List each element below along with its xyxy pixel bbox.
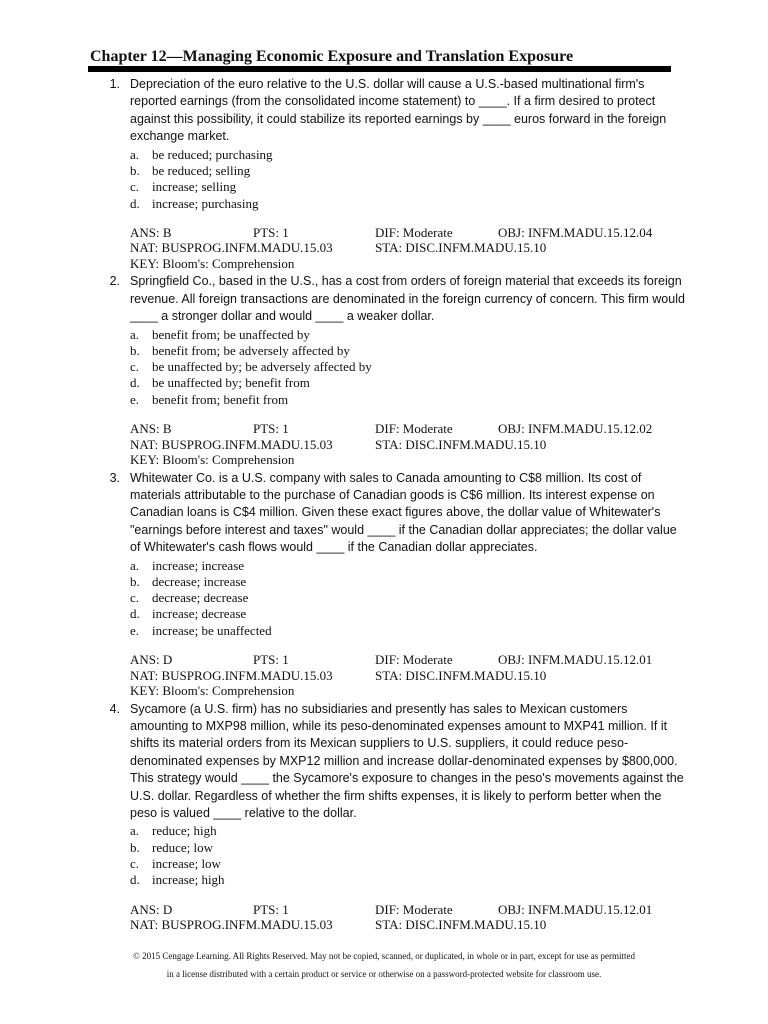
question-number: 3. [109, 470, 120, 485]
option-text: be reduced; selling [152, 162, 251, 178]
answer-key: ANS: D [130, 901, 173, 917]
keyword: KEY: Bloom's: Comprehension [130, 452, 295, 468]
state-standard: STA: DISC.INFM.MADU.15.10 [375, 917, 547, 933]
option-text: increase; be unaffected [152, 622, 272, 638]
option-a [130, 327, 686, 343]
answer-metadata [130, 225, 686, 272]
option-c [130, 856, 686, 872]
option-text: decrease; increase [152, 573, 247, 589]
option-text: be unaffected by; benefit from [152, 375, 310, 391]
option-text: increase; increase [152, 557, 245, 573]
option-d [130, 606, 686, 622]
difficulty: DIF: Moderate [375, 652, 453, 668]
option-letter: e. [130, 391, 140, 407]
question-3 [88, 470, 688, 701]
option-a [130, 147, 686, 163]
option-d [130, 872, 686, 888]
option-a [130, 558, 686, 574]
option-d [130, 375, 686, 391]
answer-key: ANS: D [130, 652, 173, 668]
copyright-footer [0, 947, 768, 983]
option-letter: a. [130, 146, 140, 162]
option-text: be reduced; purchasing [152, 146, 273, 162]
option-letter: a. [130, 326, 140, 342]
option-e [130, 623, 686, 639]
state-standard: STA: DISC.INFM.MADU.15.10 [375, 667, 547, 683]
option-c [130, 179, 686, 195]
option-letter: b. [130, 839, 140, 855]
objective: OBJ: INFM.MADU.15.12.01 [498, 901, 653, 917]
option-text: increase; high [152, 872, 225, 888]
option-d [130, 196, 686, 212]
answer-key: ANS: B [130, 224, 172, 240]
option-letter: d. [130, 195, 140, 211]
option-text: reduce; high [152, 823, 217, 839]
option-e [130, 392, 686, 408]
answer-metadata [130, 902, 686, 933]
national-standard: NAT: BUSPROG.INFM.MADU.15.03 [130, 917, 333, 933]
question-number: 2. [109, 274, 120, 289]
difficulty: DIF: Moderate [375, 901, 453, 917]
option-c [130, 590, 686, 606]
question-number: 1. [109, 77, 120, 91]
option-c [130, 359, 686, 375]
option-text: benefit from; be unaffected by [152, 326, 310, 342]
answer-options [130, 558, 686, 639]
answer-options [130, 327, 686, 408]
option-letter: c. [130, 590, 140, 606]
option-text: increase; low [152, 855, 221, 871]
option-text: increase; decrease [152, 606, 247, 622]
option-a [130, 823, 686, 839]
national-standard: NAT: BUSPROG.INFM.MADU.15.03 [130, 667, 333, 683]
chapter-title: Chapter 12—Managing Economic Exposure and Translation Exposure [90, 48, 574, 65]
copyright-line-1: © 2015 Cengage Learning. All Rights Reserved. May not be copied, scanned, or duplicated, in whole or in part, except for use as permitted [133, 951, 635, 961]
option-letter: d. [130, 872, 140, 888]
keyword: KEY: Bloom's: Comprehension [130, 255, 295, 271]
objective: OBJ: INFM.MADU.15.12.02 [498, 421, 653, 437]
difficulty: DIF: Moderate [375, 224, 453, 240]
question-1 [88, 76, 688, 273]
option-letter: d. [130, 606, 140, 622]
option-text: be unaffected by; be adversely affected by [152, 359, 372, 375]
option-text: reduce; low [152, 839, 214, 855]
points: PTS: 1 [253, 652, 289, 668]
answer-metadata [130, 652, 686, 699]
option-letter: c. [130, 359, 140, 375]
option-text: benefit from; be adversely affected by [152, 342, 350, 358]
option-text: benefit from; benefit from [152, 391, 289, 407]
question-4 [88, 701, 688, 935]
option-letter: d. [130, 375, 140, 391]
difficulty: DIF: Moderate [375, 421, 453, 437]
copyright-line-2: in a license distributed with a certain product or service or otherwise on a password-protected website for classroom use. [166, 969, 602, 979]
question-number: 4. [109, 701, 120, 716]
state-standard: STA: DISC.INFM.MADU.15.10 [375, 240, 547, 256]
points: PTS: 1 [253, 901, 289, 917]
option-text: decrease; decrease [152, 590, 249, 606]
option-letter: c. [130, 179, 140, 195]
option-letter: e. [130, 622, 140, 638]
option-letter: a. [130, 823, 140, 839]
option-b [130, 163, 686, 179]
option-b [130, 343, 686, 359]
points: PTS: 1 [253, 421, 289, 437]
question-stem: Sycamore (a U.S. firm) has no subsidiaries and presently has sales to Mexican customers amounting to MXP98 million, while its peso-denominated expenses amount to MXP41 million. If it shifts its material orders from its Mexican suppliers to U.S. suppliers, it could reduce peso-denominated expenses by MXP12 million and increase dollar-denominated expenses by $800,000. This strategy would ____ the Sycamore's exposure to changes in the peso's movements against the U.S. dollar. Regardless of whether the firm shifts expenses, it is likely to perform better when the peso is valued ____ relative to the dollar. [130, 701, 684, 820]
option-b [130, 840, 686, 856]
option-letter: a. [130, 557, 140, 573]
national-standard: NAT: BUSPROG.INFM.MADU.15.03 [130, 436, 333, 452]
option-letter: b. [130, 162, 140, 178]
answer-key: ANS: B [130, 421, 172, 437]
option-b [130, 574, 686, 590]
question-list [88, 76, 688, 935]
answer-options [130, 147, 686, 212]
option-letter: c. [130, 855, 140, 871]
answer-options [130, 823, 686, 888]
option-letter: b. [130, 342, 140, 358]
title-rule [88, 66, 671, 72]
option-letter: b. [130, 573, 140, 589]
national-standard: NAT: BUSPROG.INFM.MADU.15.03 [130, 240, 333, 256]
points: PTS: 1 [253, 224, 289, 240]
objective: OBJ: INFM.MADU.15.12.04 [498, 224, 653, 240]
answer-metadata [130, 421, 686, 468]
state-standard: STA: DISC.INFM.MADU.15.10 [375, 436, 547, 452]
keyword: KEY: Bloom's: Comprehension [130, 683, 295, 699]
question-2 [88, 273, 688, 469]
question-stem: Springfield Co., based in the U.S., has a cost from orders of foreign material that exceeds its foreign revenue. All foreign transactions are denominated in the foreign currency of concern. This firm would ____ a stronger dollar and would ____ a weaker dollar. [130, 274, 685, 324]
option-text: increase; selling [152, 179, 237, 195]
question-stem: Whitewater Co. is a U.S. company with sales to Canada amounting to C$8 million. Its cost of materials attributable to the purchase of Canadian goods is C$6 million. Its interest expense on Canadian loans is C$4 million. Given these exact figures above, the dollar value of Whitewater's "earnings before interest and taxes" would ____ if the Canadian dollar appreciates; the dollar value of Whitewater's cash flows would ____ if the Canadian dollar appreciates. [130, 470, 677, 555]
question-stem: Depreciation of the euro relative to the U.S. dollar will cause a U.S.-based multinational firm's reported earnings (from the consolidated income statement) to ____. If a firm desired to protect against this possibility, it could stabilize its reported earnings by ____ euros forward in the foreign exchange market. [130, 77, 667, 144]
objective: OBJ: INFM.MADU.15.12.01 [498, 652, 653, 668]
option-text: increase; purchasing [152, 195, 259, 211]
